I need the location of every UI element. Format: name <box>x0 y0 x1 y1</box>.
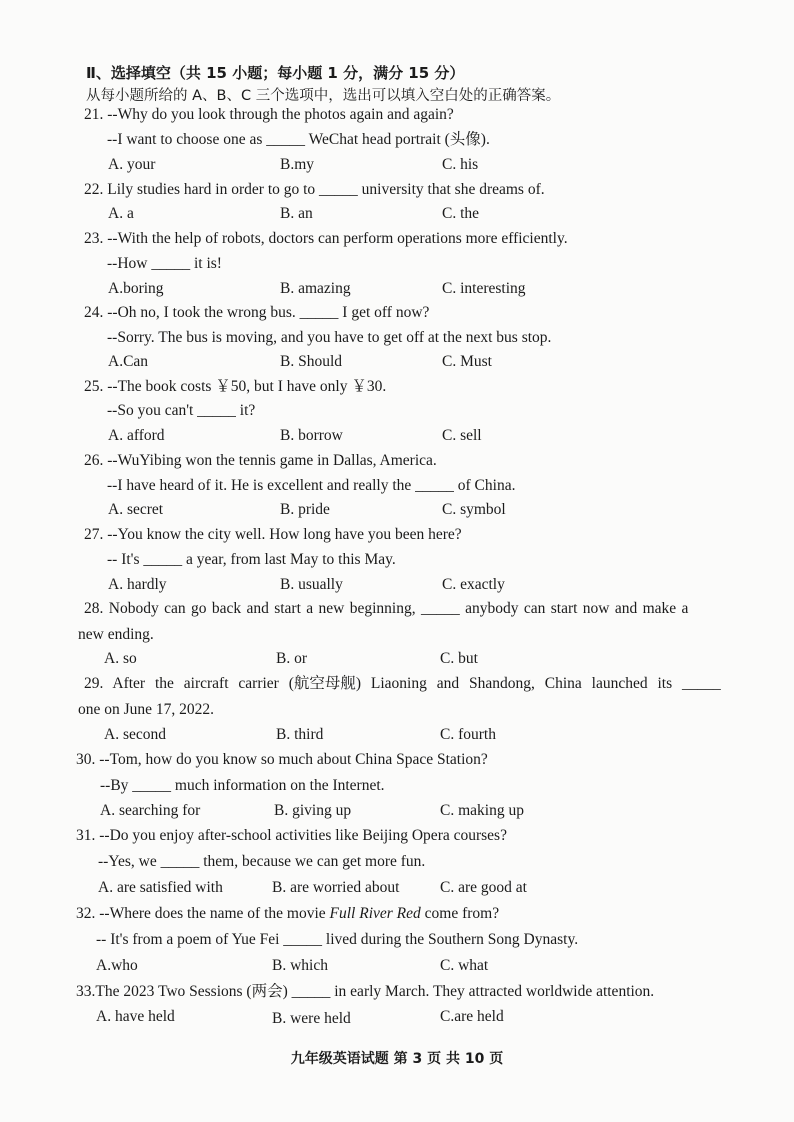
question-25-line-1: 25. --The book costs ￥50, but I have only ￥30. <box>84 378 387 395</box>
question-33-option-b: B. were held <box>272 1010 351 1027</box>
question-28-line-2: new ending. <box>78 626 154 643</box>
question-21-line-2: --I want to choose one as _____ WeChat head portrait (头像). <box>107 131 490 148</box>
question-26-line-2: --I have heard of it. He is excellent and really the _____ of China. <box>107 477 516 494</box>
question-28-option-b: B. or <box>276 650 307 667</box>
question-24-option-c: C. Must <box>442 353 492 370</box>
question-30-line-1: 30. --Tom, how do you know so much about China Space Station? <box>76 751 488 768</box>
question-23-option-a: A.boring <box>108 280 164 297</box>
question-29-line-2: one on June 17, 2022. <box>78 701 215 718</box>
question-31-option-c: C. are good at <box>440 879 527 896</box>
question-30-option-b: B. giving up <box>274 802 352 819</box>
question-32-option-a: A.who <box>96 957 138 974</box>
question-23-option-b: B. amazing <box>280 280 351 297</box>
question-24-option-a: A.Can <box>108 353 149 370</box>
question-26-option-c: C. symbol <box>442 501 506 518</box>
question-28-option-a: A. so <box>104 650 137 667</box>
question-32-option-b: B. which <box>272 957 328 974</box>
question-23-line-2: --How _____ it is! <box>107 255 222 272</box>
question-33-option-a: A. have held <box>96 1008 175 1025</box>
question-29-line-1: 29. After the aircraft carrier (航空母舰) Liaoning and Shandong, China launched its _____ <box>84 675 721 692</box>
instructions: 从每小题所给的 A、B、C 三个选项中，选出可以填入空白处的正确答案。 <box>86 88 561 104</box>
question-21-option-b: B.my <box>280 156 315 173</box>
question-28-line-1: 28. Nobody can go back and start a new beginning, _____ anybody can start now and make a <box>84 600 689 617</box>
question-27-option-a: A. hardly <box>108 576 167 593</box>
question-30-option-c: C. making up <box>440 802 524 819</box>
question-21-line-1: 21. --Why do you look through the photos again and again? <box>84 106 454 123</box>
question-33-line-1: 33.The 2023 Two Sessions (两会) _____ in early March. They attracted worldwide attention. <box>76 983 655 1000</box>
question-29-option-a: A. second <box>104 726 166 743</box>
question-31-option-a: A. are satisfied with <box>98 879 223 896</box>
question-33-option-c: C.are held <box>440 1008 504 1025</box>
page-footer: 九年级英语试题 第 3 页 共 10 页 <box>290 1051 504 1067</box>
question-31-option-b: B. are worried about <box>272 879 400 896</box>
question-32-line-1: 32. --Where does the name of the movie Full River Red come from? <box>76 905 500 922</box>
question-31-line-2: --Yes, we _____ them, because we can get more fun. <box>98 853 426 870</box>
question-25-line-2: --So you can't _____ it? <box>107 402 256 419</box>
question-30-option-a: A. searching for <box>100 802 201 819</box>
question-27-option-c: C. exactly <box>442 576 505 593</box>
question-24-line-2: --Sorry. The bus is moving, and you have to get off at the next bus stop. <box>107 329 552 346</box>
question-21-option-a: A. your <box>108 156 156 173</box>
question-23-line-1: 23. --With the help of robots, doctors can perform operations more efficiently. <box>84 230 568 247</box>
question-29-option-c: C. fourth <box>440 726 496 743</box>
question-23-option-c: C. interesting <box>442 280 526 297</box>
question-25-option-a: A. afford <box>108 427 165 444</box>
question-27-line-2: -- It's _____ a year, from last May to this May. <box>107 551 396 568</box>
question-21-option-c: C. his <box>442 156 479 173</box>
question-24-line-1: 24. --Oh no, I took the wrong bus. _____ I get off now? <box>84 304 430 321</box>
question-31-line-1: 31. --Do you enjoy after-school activities like Beijing Opera courses? <box>76 827 507 844</box>
question-26-option-a: A. secret <box>108 501 164 518</box>
question-32-option-c: C. what <box>440 957 489 974</box>
question-22-option-c: C. the <box>442 205 480 222</box>
question-28-option-c: C. but <box>440 650 478 667</box>
question-22-line-1: 22. Lily studies hard in order to go to _____ university that she dreams of. <box>84 181 545 198</box>
question-25-option-c: C. sell <box>442 427 482 444</box>
section-title: Ⅱ、选择填空（共 15 小题；每小题 1 分，满分 15 分） <box>86 64 465 82</box>
question-26-option-b: B. pride <box>280 501 330 518</box>
question-30-line-2: --By _____ much information on the Internet. <box>100 777 385 794</box>
movie-title: Full River Red <box>329 905 421 922</box>
question-22-option-b: B. an <box>280 205 313 222</box>
question-24-option-b: B. Should <box>280 353 343 370</box>
question-25-option-b: B. borrow <box>280 427 343 444</box>
question-27-option-b: B. usually <box>280 576 343 593</box>
question-26-line-1: 26. --WuYibing won the tennis game in Dallas, America. <box>84 452 437 469</box>
question-29-option-b: B. third <box>276 726 324 743</box>
question-32-line-2: -- It's from a poem of Yue Fei _____ lived during the Southern Song Dynasty. <box>96 931 579 948</box>
question-22-option-a: A. a <box>108 205 134 222</box>
question-27-line-1: 27. --You know the city well. How long have you been here? <box>84 526 462 543</box>
